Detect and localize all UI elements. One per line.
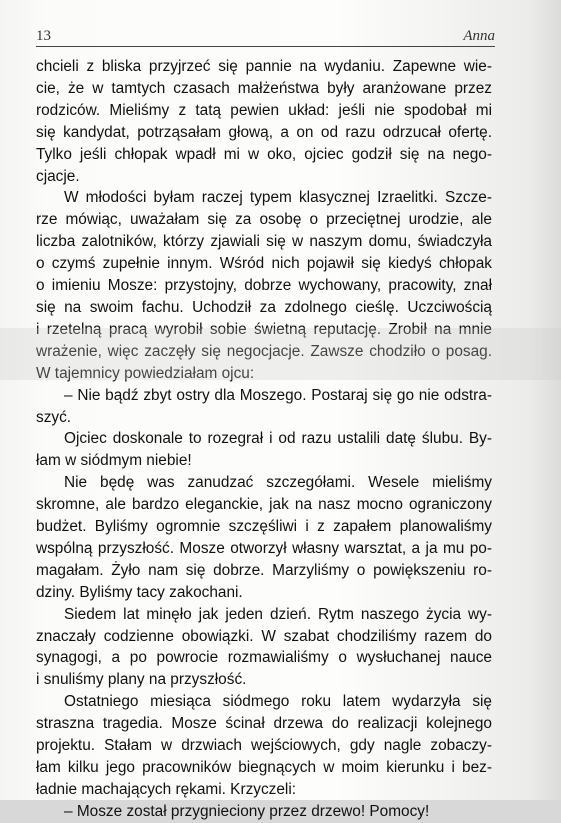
text-line: skromne, ale bardzo eleganckie, jak na nasz mocno ograniczony — [36, 496, 492, 514]
text-line: i snuliśmy plany na przyszłość. — [36, 671, 247, 689]
text-line: magałam. Żyło nam się dobrze. Marzyliśmy o powiększeniu ro- — [36, 561, 492, 579]
text-line: się kandydat, potrząsałam głową, a on od razu odrzucał ofertę. — [36, 123, 492, 141]
paragraph — [36, 385, 492, 429]
text-line: o czymś zupełnie innym. Wśród nich pojawił się kiedyś chłopak — [36, 255, 492, 273]
paragraph — [36, 691, 492, 801]
text-line: cie, że w tamtych czasach małżeństwa były aranżowane przez — [36, 79, 492, 97]
text-line: liczba zalotników, którzy zjawiali się w naszym domu, świadczyła — [36, 233, 492, 251]
text-line: o imieniu Mosze: przystojny, dobrze wychowany, pracowity, znał — [36, 277, 492, 295]
text-line: W tajemnicy powiedziałam ojcu: — [36, 364, 255, 382]
page-header — [36, 24, 495, 47]
running-head: Anna — [463, 28, 495, 44]
text-line: chcieli z bliska przyjrzeć się pannie na wydaniu. Zapewne wie- — [36, 58, 492, 75]
text-line: wspólną przyszłość. Mosze otworzył własny warsztat, a ja mu po- — [36, 539, 492, 557]
text-line: Siedem lat minęło jak jeden dzień. Rytm naszego życia wy- — [64, 605, 492, 623]
text-line: synagogi, a po powrocie rozmawialiśmy o wysłuchanej nauce — [36, 649, 492, 667]
text-line: rodziców. Mieliśmy z tatą pewien układ: jeśli nie spodobał mi — [36, 101, 492, 119]
page-number: 13 — [36, 28, 51, 44]
text-line: się na swoim fachu. Uchodził za zdolnego cieślę. Uczciwością — [36, 298, 492, 316]
text-line: łam kilku jego pracowników biegnących w moim kierunku i bez- — [36, 759, 492, 776]
text-line: rze mówiąc, uważałam się za osobę o przeciętnej urodzie, ale — [36, 211, 492, 229]
text-line: W młodości byłam raczej typem klasycznej Izraelitki. Szcze- — [64, 189, 492, 207]
text-line: znaczały codzienne obowiązki. W szabat chodziliśmy razem do — [36, 627, 492, 645]
text-line: łam w siódmym niebie! — [36, 452, 192, 470]
text-line: projektu. Stałam w drzwiach wejściowych, gdy nagle zobaczy- — [36, 737, 492, 755]
paragraph — [36, 187, 492, 384]
body-text — [36, 56, 492, 823]
paragraph — [36, 56, 492, 187]
text-line: Ostatniego miesiąca siódmego roku latem wydarzyła się — [64, 693, 492, 711]
paragraph — [36, 801, 492, 823]
text-line: Ojciec doskonale to rozegrał i od razu ustalili datę ślubu. By- — [64, 430, 492, 448]
text-line: Tylko jeśli chłopak wpadł mi w oko, ojciec godził się na nego- — [36, 145, 492, 163]
text-line: dziny. Byliśmy tacy zakochani. — [36, 583, 243, 601]
paragraph — [36, 428, 492, 472]
text-line: szyć. — [36, 408, 72, 426]
text-line: i rzetelną pracą wyrobił sobie świetną reputację. Zrobił na mnie — [36, 320, 492, 338]
text-line: – Mosze został przygnieciony przez drzewo! Pomocy! — [64, 802, 430, 820]
text-line: Nie będę was zanudzać szczegółami. Wesele mieliśmy — [64, 474, 492, 492]
text-line: cjacje. — [36, 167, 80, 185]
text-line: – Nie bądź zbyt ostry dla Moszego. Postaraj się go nie odstra- — [64, 386, 492, 404]
text-line: wrażenie, więc zaczęły się negocjacje. Zawsze chodziło o posag. — [36, 342, 492, 360]
paragraph — [36, 604, 492, 692]
text-line: ładnie machających rękami. Krzyczeli: — [36, 780, 297, 798]
text-line: budżet. Byliśmy ogromnie szczęśliwi i z zapałem planowaliśmy — [36, 518, 492, 536]
paragraph — [36, 472, 492, 603]
text-line: straszna tragedia. Mosze ścinał drzewa do realizacji kolejnego — [36, 715, 492, 733]
